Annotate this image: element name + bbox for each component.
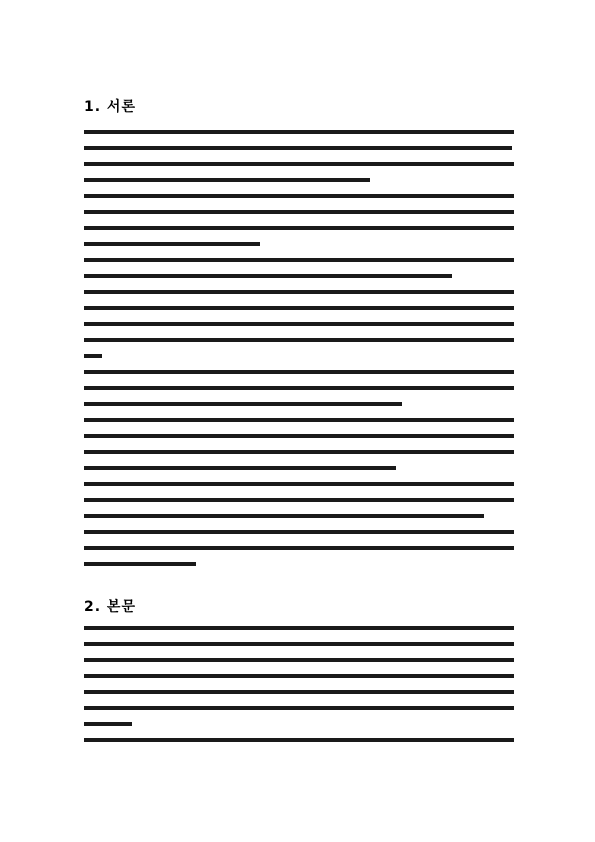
section-heading-2: 2. 본문 — [84, 599, 136, 615]
text-line — [84, 428, 514, 444]
text-line — [84, 684, 514, 700]
section-heading-1: 1. 서론 — [84, 99, 136, 115]
text-line — [84, 332, 514, 348]
text-line — [84, 444, 514, 460]
text-line — [84, 636, 514, 652]
section-1-body — [84, 124, 514, 572]
text-line — [84, 348, 514, 364]
text-line — [84, 556, 514, 572]
text-line — [84, 380, 514, 396]
text-line — [84, 124, 514, 140]
text-line — [84, 460, 514, 476]
text-line — [84, 508, 514, 524]
text-line — [84, 284, 514, 300]
text-line — [84, 220, 514, 236]
text-line — [84, 188, 514, 204]
text-line — [84, 172, 514, 188]
text-line — [84, 364, 514, 380]
text-line — [84, 268, 514, 284]
text-line — [84, 540, 514, 556]
text-line — [84, 300, 514, 316]
text-line — [84, 716, 514, 732]
text-line — [84, 492, 514, 508]
text-line — [84, 668, 514, 684]
text-line — [84, 252, 514, 268]
text-line — [84, 652, 514, 668]
text-line — [84, 476, 514, 492]
text-line — [84, 316, 514, 332]
text-line — [84, 620, 514, 636]
text-line — [84, 156, 514, 172]
text-line — [84, 396, 514, 412]
text-line — [84, 204, 514, 220]
text-line — [84, 236, 514, 252]
text-line — [84, 700, 514, 716]
text-line — [84, 524, 514, 540]
section-2-body — [84, 620, 514, 748]
text-line — [84, 140, 514, 156]
text-line — [84, 412, 514, 428]
text-line — [84, 732, 514, 748]
